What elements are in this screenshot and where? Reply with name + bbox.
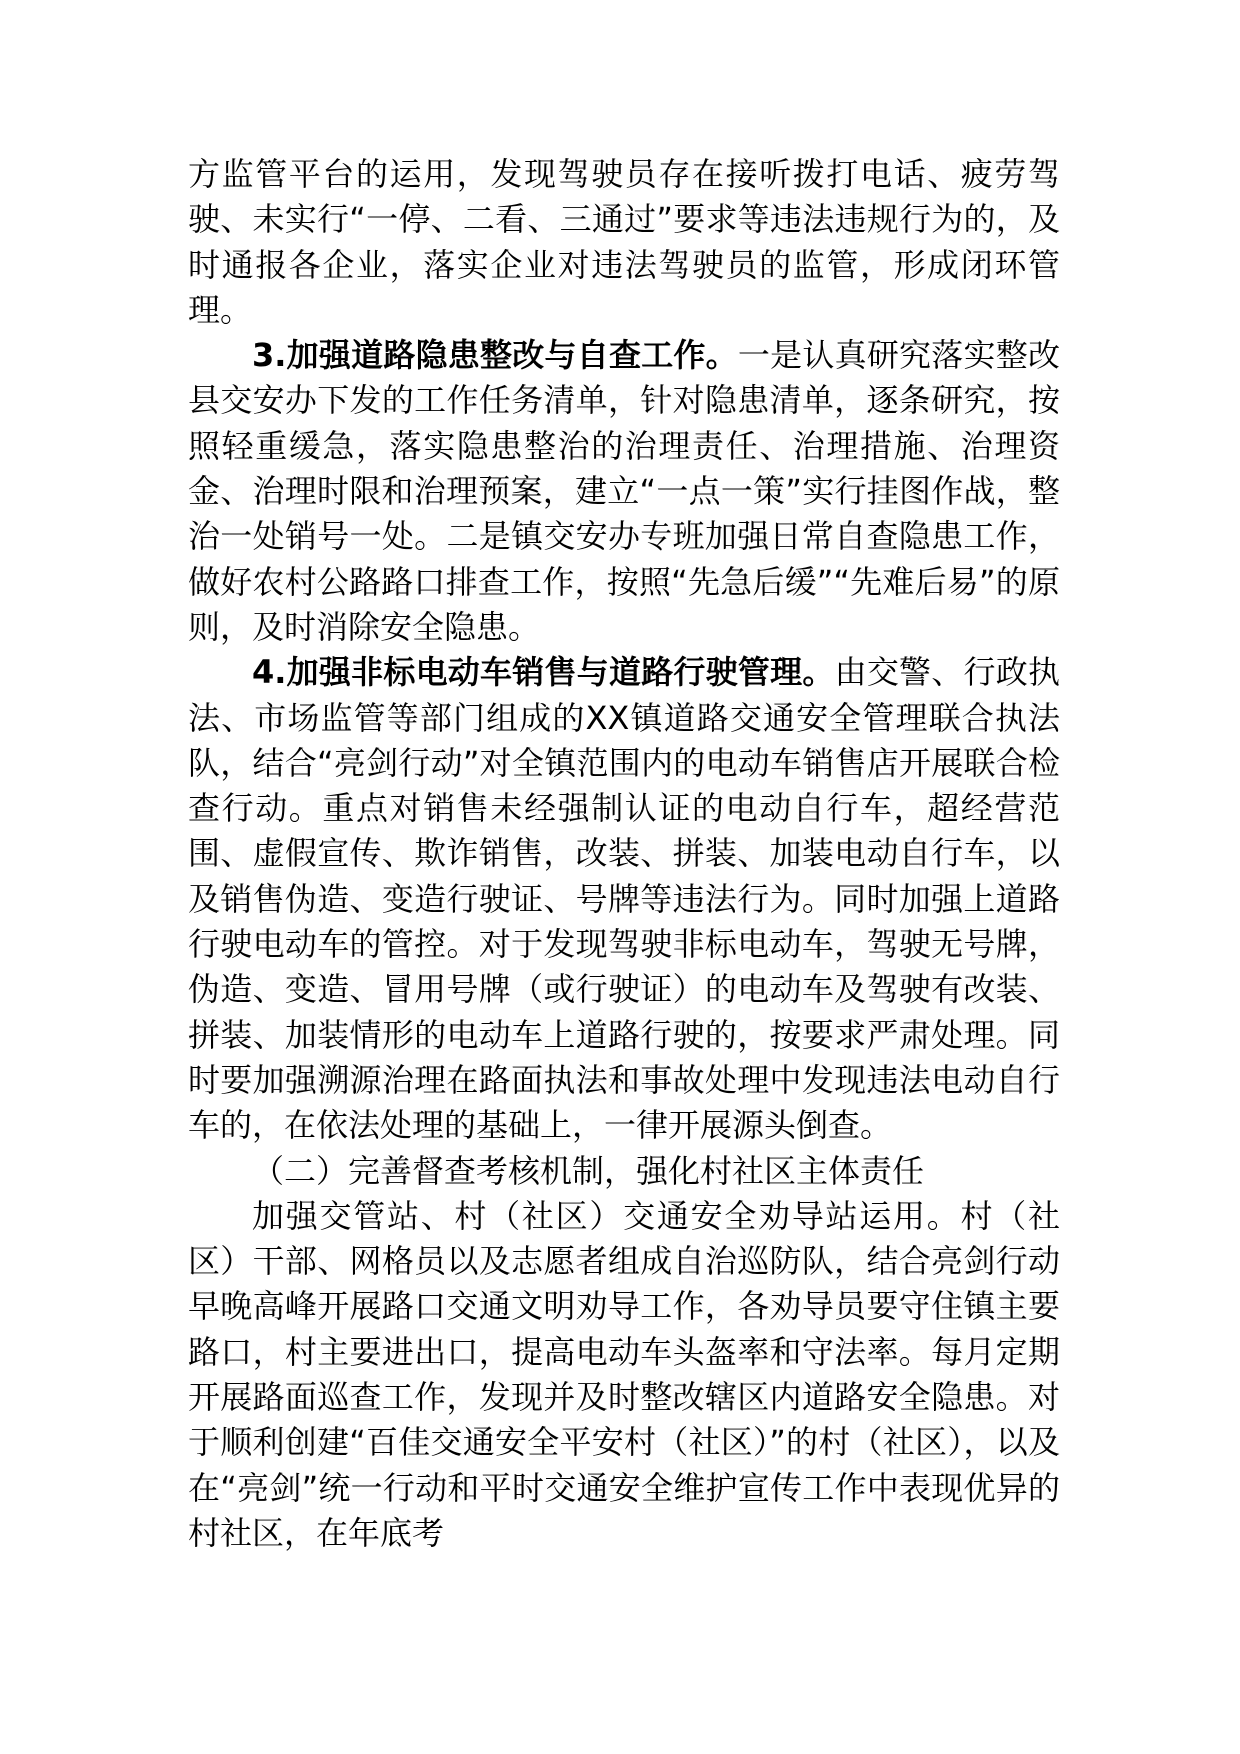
- paragraph-heading: 3.加强道路隐患整改与自查工作。: [252, 336, 738, 375]
- paragraph-text: 加强交管站、村（社区）交通安全劝导站运用。村（社区）干部、网格员以及志愿者组成自治巡防队，结合亮剑行动早晚高峰开展路口交通文明劝导工作，各劝导员要守住镇主要路口，村主要进出口，提高电动车头盔率和守法率。每月定期开展路面巡查工作，发现并及时整改辖区内道路安全隐患。对于顺利创建“百佳交通安全平安村（社区）”的村（社区），以及在“亮剑”统一行动和平时交通安全维护宣传工作中表现优异的村社区，在年底考: [188, 1196, 1060, 1552]
- paragraph-platform-supervision: [188, 152, 1060, 333]
- paragraph-road-hazard-rectification: [188, 333, 1060, 650]
- paragraph-text: 由交警、行政执法、市场监管等部门组成的XX镇道路交通安全管理联合执法队，结合“亮剑行动”对全镇范围内的电动车销售店开展联合检查行动。重点对销售未经强制认证的电动自行车，超经营范围、虚假宣传、欺诈销售，改装、拼装、加装电动自行车，以及销售伪造、变造行驶证、号牌等违法行为。同时加强上道路行驶电动车的管控。对于发现驾驶非标电动车，驾驶无号牌，伪造、变造、冒用号牌（或行驶证）的电动车及驾驶有改装、拼装、加装情形的电动车上道路行驶的，按要求严肃处理。同时要加强溯源治理在路面执法和事故处理中发现违法电动自行车的，在依法处理的基础上，一律开展源头倒查。: [188, 653, 1060, 1145]
- paragraph-text: 一是认真研究落实整改县交安办下发的工作任务清单，针对隐患清单，逐条研究，按照轻重缓急，落实隐患整治的治理责任、治理措施、治理资金、治理时限和治理预案，建立“一点一策”实行挂图作战，整治一处销号一处。二是镇交安办专班加强日常自查隐患工作，做好农村公路路口排查工作，按照“先急后缓”“先难后易”的原则，及时消除安全隐患。: [188, 336, 1060, 646]
- document-body: [188, 152, 1060, 1556]
- paragraph-ebike-management: [188, 650, 1060, 1148]
- section-heading-supervision-mechanism: [188, 1149, 1060, 1194]
- paragraph-persuasion-stations: [188, 1194, 1060, 1556]
- section-heading-text: （二）完善督查考核机制，强化村社区主体责任: [252, 1151, 925, 1190]
- paragraph-heading: 4.加强非标电动车销售与道路行驶管理。: [252, 653, 835, 692]
- paragraph-text: 方监管平台的运用，发现驾驶员存在接听拨打电话、疲劳驾驶、未实行“一停、二看、三通过”要求等违法违规行为的，及时通报各企业，落实企业对违法驾驶员的监管，形成闭环管理。: [188, 155, 1060, 329]
